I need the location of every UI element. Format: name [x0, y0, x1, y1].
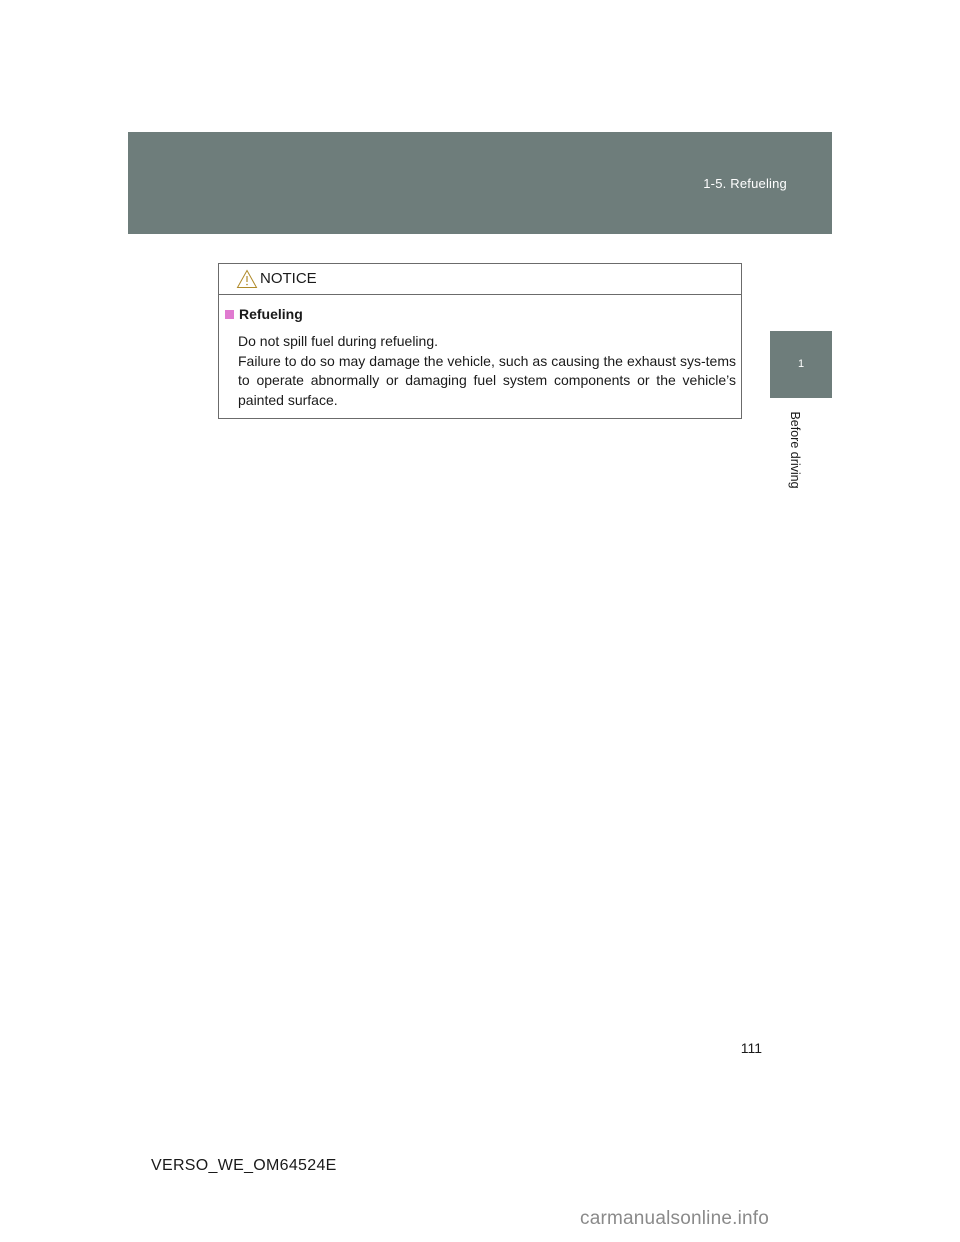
chapter-number: 1: [797, 358, 805, 370]
notice-paragraph: Failure to do so may damage the vehicle, such as causing the exhaust sys-tems to operate abnormally or damaging fuel system components or the vehicle’s painted surface.: [238, 352, 736, 408]
item-heading: [225, 304, 736, 324]
square-bullet-icon: [225, 310, 234, 319]
item-heading-text: Refueling: [239, 306, 303, 322]
notice-header: [219, 264, 741, 295]
page-number: 111: [740, 1040, 762, 1056]
warning-triangle-icon: [236, 269, 258, 289]
notice-paragraph: Do not spill fuel during refueling.: [238, 333, 439, 349]
chapter-label: Before driving: [788, 411, 802, 489]
item-text: [238, 332, 736, 410]
chapter-tab: [770, 331, 832, 398]
section-title: 1-5. Refueling: [703, 176, 787, 191]
notice-body: [225, 304, 736, 410]
watermark: carmanualsonline.info: [580, 1208, 770, 1229]
document-code: VERSO_WE_OM64524E: [151, 1157, 337, 1174]
notice-box: [218, 263, 742, 419]
notice-title: NOTICE: [260, 270, 317, 287]
header-band: [128, 132, 832, 234]
